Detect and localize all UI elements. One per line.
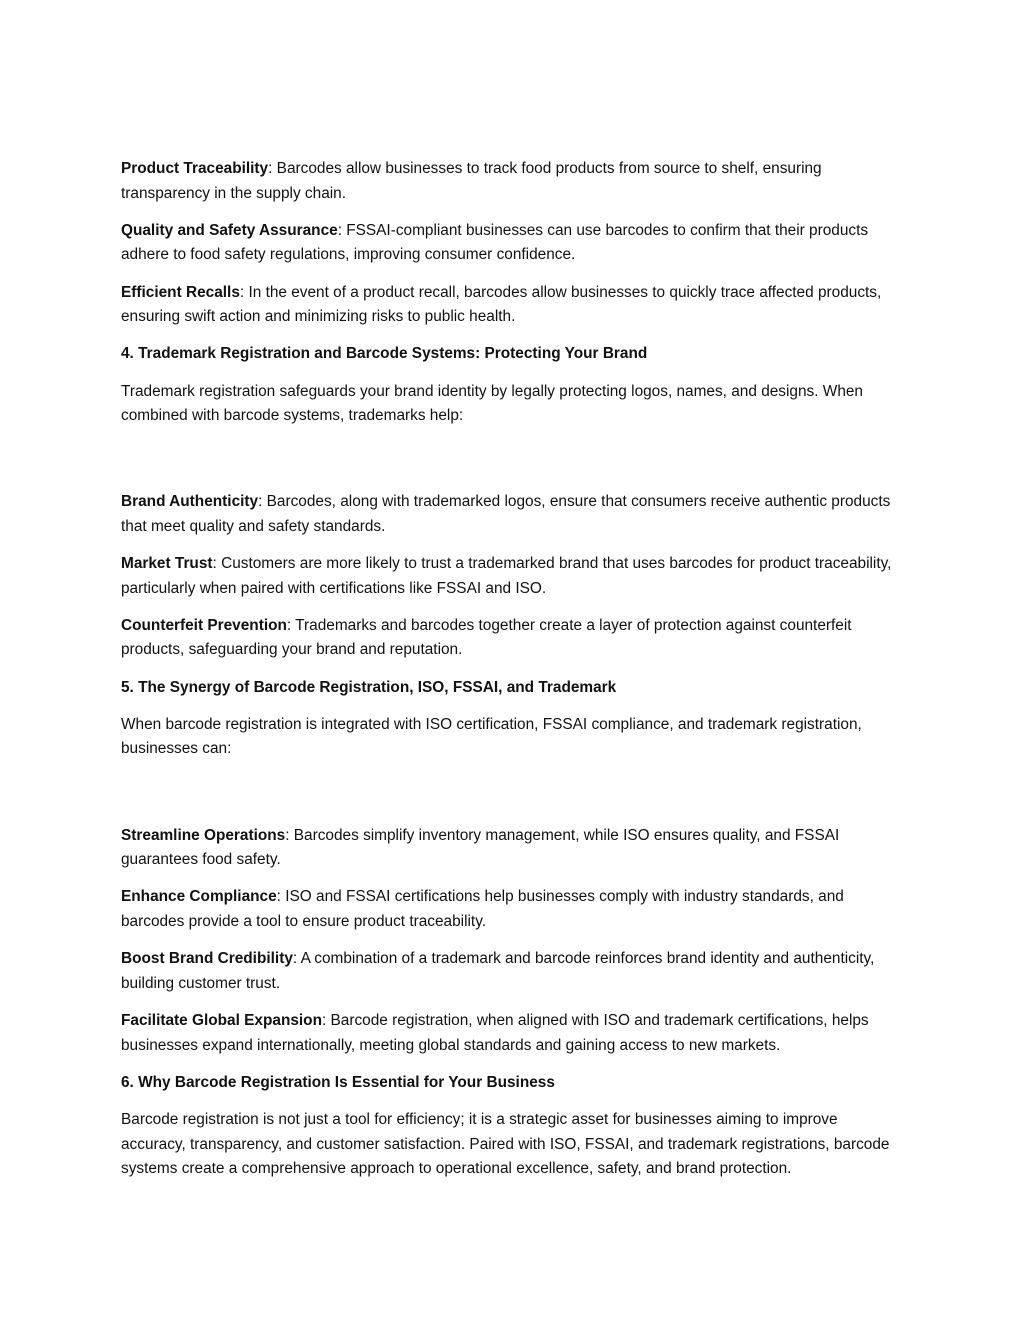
item-term: Enhance Compliance <box>121 888 277 906</box>
item-text: : Barcodes, along with trademarked logos, ensure that consumers receive authentic products that meet quality and safety standards. <box>121 493 891 535</box>
item-text: : Barcode registration, when aligned with ISO and trademark certifications, helps businesses expand internationally, meeting global standards and gaining access to new markets. <box>121 1011 869 1054</box>
list-item <box>121 552 896 601</box>
item-text: : Barcodes allow businesses to track food products from source to shelf, ensuring transparency in the supply chain. <box>121 160 822 202</box>
list-item <box>121 281 896 330</box>
item-term: Efficient Recalls <box>121 283 240 301</box>
spacer <box>121 775 896 824</box>
item-term: Streamline Operations <box>121 826 286 844</box>
section-intro: Trademark registration safeguards your brand identity by legally protecting logos, names, and designs. When combined with barcode systems, trademarks help: <box>121 382 863 425</box>
item-term: Product Traceability <box>121 160 269 177</box>
list-item <box>121 947 896 996</box>
list-item <box>121 219 896 268</box>
list-item <box>121 490 896 539</box>
section-intro: When barcode registration is integrated with ISO certification, FSSAI compliance, and trademark registration, businesses can: <box>121 715 862 758</box>
item-text: : Barcodes simplify inventory management, while ISO ensures quality, and FSSAI guarantees food safety. <box>121 826 840 869</box>
item-text: : Trademarks and barcodes together create a layer of protection against counterfeit products, safeguarding your brand and reputation. <box>121 616 852 659</box>
item-term: Counterfeit Prevention <box>121 616 287 634</box>
document-page <box>121 157 896 1194</box>
section-heading: 5. The Synergy of Barcode Registration, ISO, FSSAI, and Trademark <box>121 678 617 696</box>
spacer <box>121 441 896 490</box>
section-body: Barcode registration is not just a tool for efficiency; it is a strategic asset for businesses aiming to improve accuracy, transparency, and customer satisfaction. Paired with ISO, FSSAI, and trademark registrations, barcode systems create a comprehensive approach to operational excellence, safety, and brand protection. <box>121 1110 890 1178</box>
item-text: : A combination of a trademark and barcode reinforces brand identity and authenticity, building customer trust. <box>121 950 875 992</box>
item-term: Facilitate Global Expansion <box>121 1011 322 1029</box>
item-text: : ISO and FSSAI certifications help businesses comply with industry standards, and barcodes provide a tool to ensure product traceability. <box>121 888 844 930</box>
list-item <box>121 1009 896 1058</box>
item-term: Brand Authenticity <box>121 493 259 511</box>
item-text: : FSSAI-compliant businesses can use barcodes to confirm that their products adhere to food safety regulations, improving consumer confidence. <box>121 221 869 264</box>
list-item <box>121 614 896 663</box>
item-text: : In the event of a product recall, barcodes allow businesses to quickly trace affected products, ensuring swift action and minimizing risks to public health. <box>121 283 882 326</box>
item-text: : Customers are more likely to trust a trademarked brand that uses barcodes for product traceability, particularly when paired with certifications like FSSAI and ISO. <box>121 555 892 597</box>
item-term: Boost Brand Credibility <box>121 950 293 968</box>
item-term: Quality and Safety Assurance <box>121 221 338 239</box>
list-item <box>121 824 896 873</box>
list-item <box>121 157 896 206</box>
item-term: Market Trust <box>121 555 213 573</box>
section-heading: 4. Trademark Registration and Barcode Systems: Protecting Your Brand <box>121 345 648 363</box>
section-heading: 6. Why Barcode Registration Is Essential for Your Business <box>121 1073 555 1091</box>
list-item <box>121 885 896 934</box>
